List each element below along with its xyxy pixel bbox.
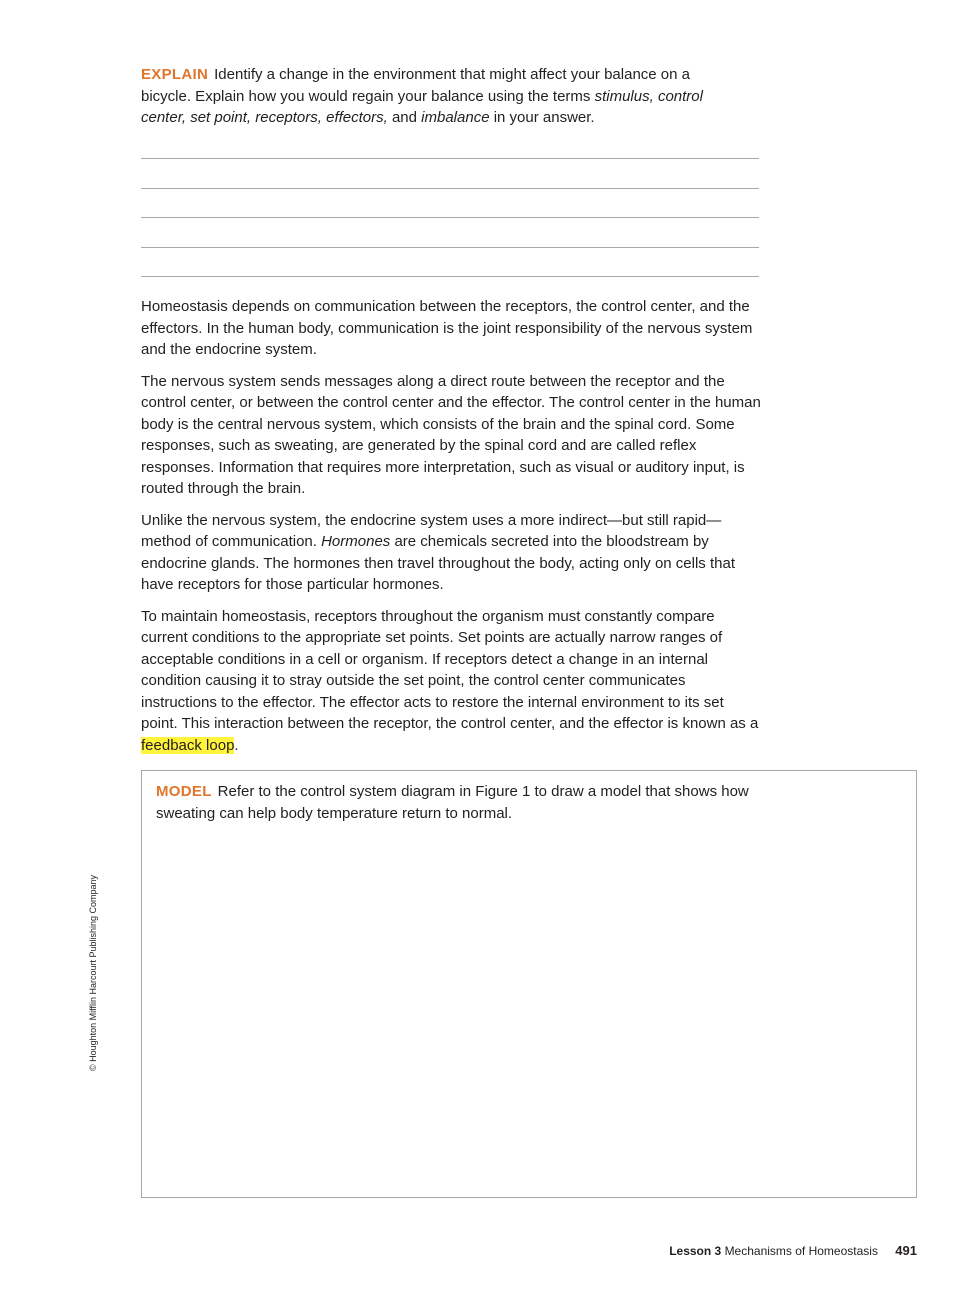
explain-prompt [141, 64, 741, 129]
copyright-notice: © Houghton Mifflin Harcourt Publishing Company [88, 874, 98, 1072]
page-number: 491 [895, 1243, 917, 1258]
term-hormones: Hormones [321, 533, 391, 550]
paragraph-communication: Homeostasis depends on communication between the receptors, the control center, and the effectors. In the human body, communication is the joint responsibility of the nervous system and the endocrine system. [141, 298, 753, 358]
model-label: MODEL [156, 783, 212, 800]
model-prompt [156, 781, 756, 824]
explain-term-imbalance: imbalance [421, 109, 490, 126]
highlighted-term-feedback-loop: feedback loop [141, 736, 235, 754]
answer-line[interactable] [141, 247, 759, 248]
paragraph-homeostasis: To maintain homeostasis, receptors throughout the organism must constantly compare current conditions to the appropriate set points. Set points are actually narrow ranges of acceptable conditions in a cell or organism. If receptors detect a change in an internal condition causing it to stray outside the set point, the control center communicates instructions to the effector. The effector acts to restore the internal environment to its set point. This interaction between the receptor, the control center, and the effector is known as a feedback loop. [141, 607, 759, 754]
footer-lesson-title: Mechanisms of Homeostasis [724, 1244, 878, 1258]
explain-text-1: Identify a change in the environment that might affect your balance on a bicycle. Explain how you would regain your balance using the terms [141, 66, 690, 105]
answer-line[interactable] [141, 217, 759, 218]
explain-label: EXPLAIN [141, 66, 209, 83]
answer-line[interactable] [141, 276, 759, 277]
page-footer [669, 1243, 917, 1258]
explain-text-3: in your answer. [489, 109, 595, 126]
footer-lesson-label: Lesson 3 [669, 1244, 722, 1258]
paragraph-endocrine-system: Unlike the nervous system, the endocrine system uses a more indirect—but still rapid—method of communication. Hormones are chemicals secreted into the bloodstream by endocrine glands. The hormones then travel throughout the body, acting only on cells that have receptors for those particular hormones. [141, 511, 735, 593]
explain-terms: stimulus, control center, set point, receptors, effectors, [141, 87, 703, 126]
answer-line[interactable] [141, 188, 759, 189]
body-text [141, 296, 761, 766]
explain-text-2: and [387, 109, 422, 126]
paragraph-nervous-system: The nervous system sends messages along a direct route between the receptor and the control center, or between the control center and the effector. The control center in the human body is the central nervous system, which consists of the brain and the spinal cord. Some responses, such as sweating, are generated by the spinal cord and are called reflex responses. Information that requires more interpretation, such as visual or auditory input, is routed through the brain. [141, 372, 761, 497]
answer-line[interactable] [141, 158, 759, 159]
model-text: Refer to the control system diagram in Figure 1 to draw a model that shows how sweating can help body temperature return to normal. [156, 783, 749, 822]
model-drawing-box[interactable] [141, 770, 917, 1198]
